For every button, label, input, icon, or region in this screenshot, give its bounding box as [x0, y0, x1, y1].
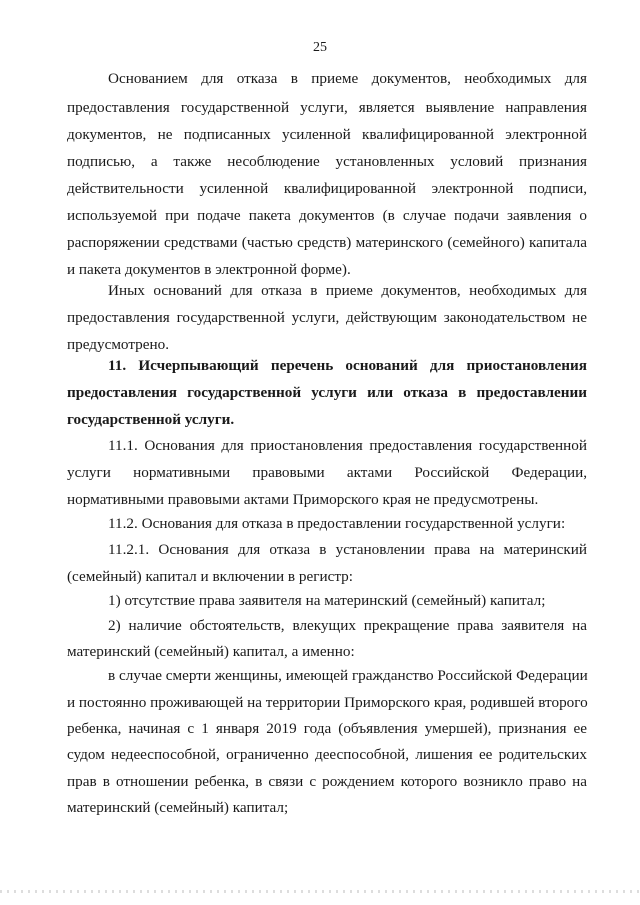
text-line: ребенка, начиная с 1 января 2019 года (объявления умершей), признания ее	[67, 720, 587, 737]
section-heading-line: государственной услуги.	[67, 411, 235, 428]
text-line: 11.1. Основания для приостановления предоставления государственной	[108, 437, 587, 454]
text-line: предоставления государственной услуги, является выявление направления	[67, 99, 587, 116]
text-line: 11.2. Основания для отказа в предоставлении государственной услуги:	[108, 515, 566, 532]
text-line: распоряжении средствами (частью средств) материнского (семейного) капитала	[67, 234, 587, 251]
text-line: предусмотрено.	[67, 336, 170, 353]
page-number: 25	[313, 40, 327, 55]
text-line: документов, не подписанных усиленной квалифицированной электронной	[67, 126, 587, 143]
text-line: подписью, а также несоблюдение установленных условий признания	[67, 153, 587, 170]
text-line: 1) отсутствие права заявителя на материнский (семейный) капитал;	[108, 592, 546, 609]
text-line: судом недееспособной, ограниченно дееспособной, лишения ее родительских	[67, 746, 587, 763]
text-line: услуги нормативными правовыми актами Российской Федерации,	[67, 464, 587, 481]
text-line: и постоянно проживающей на территории Приморского края, родившей второго	[67, 694, 588, 711]
text-line: 11.2.1. Основания для отказа в установлении права на материнский	[108, 541, 587, 558]
text-line: прав в отношении ребенка, в связи с рождением которого возникло право на	[67, 773, 587, 790]
text-line: предоставления государственной услуги, действующим законодательством не	[67, 309, 587, 326]
text-line: материнский (семейный) капитал, а именно:	[67, 643, 355, 660]
section-heading-line: 11. Исчерпывающий перечень оснований для приостановления	[108, 357, 587, 374]
text-line: Основанием для отказа в приеме документов, необходимых для	[108, 70, 587, 87]
text-line: в случае смерти женщины, имеющей гражданство Российской Федерации	[108, 667, 588, 684]
text-line: нормативными правовыми актами Приморского края не предусмотрены.	[67, 491, 539, 508]
scan-edge-artifact	[0, 890, 640, 893]
text-line: (семейный) капитал и включении в регистр:	[67, 568, 353, 585]
text-line: и пакета документов в электронной форме).	[67, 261, 351, 278]
text-line: Иных оснований для отказа в приеме документов, необходимых для	[108, 282, 587, 299]
text-line: используемой при подаче пакета документов (в случае подачи заявления о	[67, 207, 587, 224]
text-line: 2) наличие обстоятельств, влекущих прекращение права заявителя на	[108, 617, 587, 634]
text-line: материнский (семейный) капитал;	[67, 799, 289, 816]
section-heading-line: предоставления государственной услуги или отказа в предоставлении	[67, 384, 587, 401]
text-line: действительности усиленной квалифицированной электронной подписи,	[67, 180, 587, 197]
